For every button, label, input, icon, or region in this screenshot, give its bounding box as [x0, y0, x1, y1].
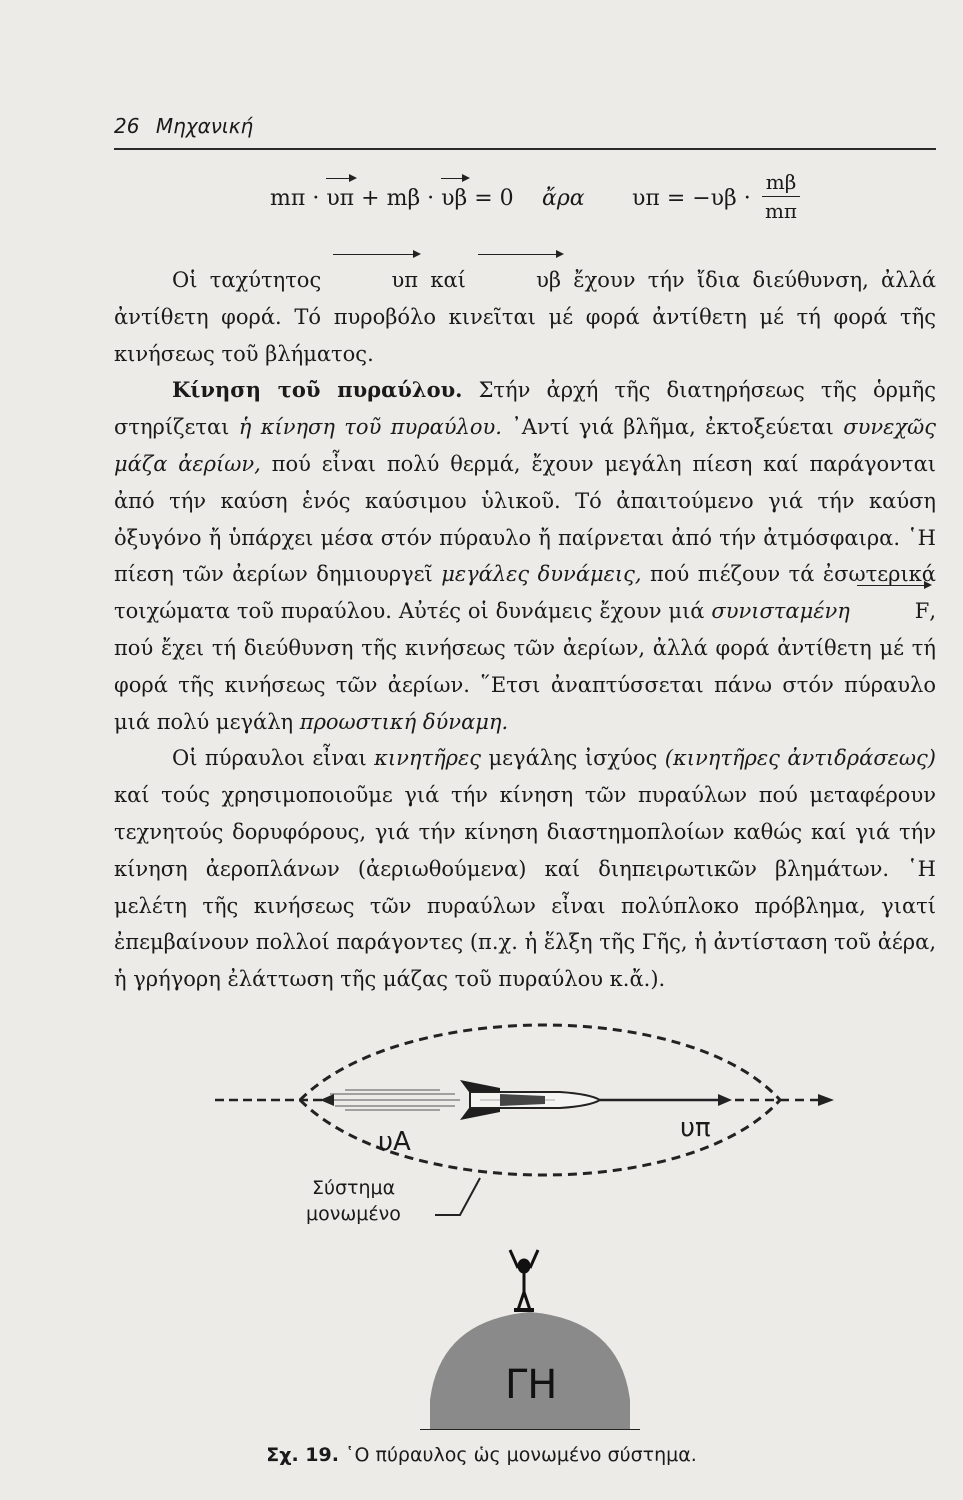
fraction-denominator: mπ — [764, 199, 798, 223]
body-text — [114, 262, 936, 998]
vector-v-pi: υπ — [326, 186, 355, 211]
equation-right-side: υπ = −υβ · — [632, 186, 751, 211]
figure-caption — [0, 1444, 963, 1466]
vector-v-beta: υβ — [441, 186, 468, 211]
header-rule — [114, 148, 936, 150]
paragraph-velocities: Οἱ ταχύτητος υπ καί υβ ἔχουν τήν ἴδια διεύθυνση, ἀλλά ἀντίθετη φορά. Τό πυροβόλο κινεῖται μέ φορά ἀντίθετη μέ τή φορά τῆς κινήσεως τοῦ βλήματος. — [114, 262, 936, 372]
vector-F: F — [857, 593, 930, 630]
label-system-line2: μονωμένο — [306, 1203, 401, 1225]
equation-ara: ἄρα — [542, 186, 585, 211]
momentum-equation: mπ · υπ + mβ · υβ = 0 — [270, 186, 514, 211]
mass-fraction — [762, 170, 800, 223]
fraction-bar — [762, 196, 800, 197]
section-heading: Κίνηση τοῦ πυραύλου. — [172, 377, 463, 403]
paragraph-rocket-motion: Κίνηση τοῦ πυραύλου. Στήν ἀρχή τῆς διατηρήσεως τῆς ὁρμῆς στηρίζεται ἡ κίνηση τοῦ πυραύλου. ᾿Αντί γιά βλῆμα, ἐκτοξεύεται συνεχῶς μάζα ἀερίων, πού εἶναι πολύ θερμά, ἔχουν μεγάλη πίεση καί παράγονται ἀπό τήν καύση ἑνός καύσιμου ὑλικοῦ. Τό ἀπαιτούμενο γιά τήν καύση ὀξυγόνο ἤ ὑπάρχει μέσα στόν πύραυλο ἤ παίρνεται ἀπό τήν ἀτμόσφαιρα. ῾Η πίεση τῶν ἀερίων δημιουργεῖ μεγάλες δυνάμεις, πού πιέζουν τά ἐσωτερικά τοιχώματα τοῦ πυραύλου. Αὐτές οἱ δυνάμεις ἔχουν μιά συνισταμένη F, πού ἔχει τή διεύθυνση τῆς κινήσεως τῶν ἀερίων, ἀλλά φορά ἀντίθετη μέ τή φορά τῆς κινήσεως τῶν ἀερίων. ῞Ετσι ἀναπτύσσεται πάνω στόν πύραυλο μιά πολύ μεγάλη προωστική δύναμη. — [114, 377, 937, 734]
page-number: 26 — [114, 114, 140, 138]
fraction-numerator: mβ — [765, 170, 797, 194]
label-pointer — [435, 1178, 480, 1215]
label-vA: υA — [378, 1127, 411, 1157]
earth-label: ΓΗ — [505, 1362, 558, 1408]
rocket-figure — [0, 1010, 963, 1430]
exhaust-gases — [330, 1090, 460, 1110]
caption-label: Σχ. 19. — [266, 1444, 339, 1466]
rocket — [460, 1080, 600, 1120]
chapter-title: Μηχανική — [155, 114, 254, 138]
paragraph-rocket-engines: Οἱ πύραυλοι εἶναι κινητῆρες μεγάλης ἰσχύος (κινητῆρες ἀντιδράσεως) καί τούς χρησιμοποιοῦμε γιά τήν κίνηση τῶν πυραύλων πού μεταφέρουν τεχνητούς δορυφόρους, γιά τήν κίνηση διαστημοπλοίων καθώς καί γιά τήν κίνηση ἀεροπλάνων (ἀεριωθούμενα) καί διηπειρωτικῶν βλημάτων. ῾Η μελέτη τῆς κινήσεως τῶν πυραύλων εἶναι πολύπλοκο πρόβλημα, γιατί ἐπεμβαίνουν πολλοί παράγοντες (π.χ. ἡ ἕλξη τῆς Γῆς, ἡ ἀντίσταση τοῦ ἀέρα, ἡ γρήγορη ἐλάττωση τῆς μάζας τοῦ πυραύλου κ.ἄ.). — [114, 746, 936, 992]
label-vpi: υπ — [680, 1113, 711, 1143]
page-header — [114, 114, 936, 138]
system-boundary — [300, 1025, 780, 1100]
caption-text: ῾Ο πύραυλος ὡς μονωμένο σύστημα. — [338, 1444, 697, 1466]
person-figure — [510, 1250, 538, 1310]
label-system-line1: Σύστημα — [312, 1177, 396, 1199]
